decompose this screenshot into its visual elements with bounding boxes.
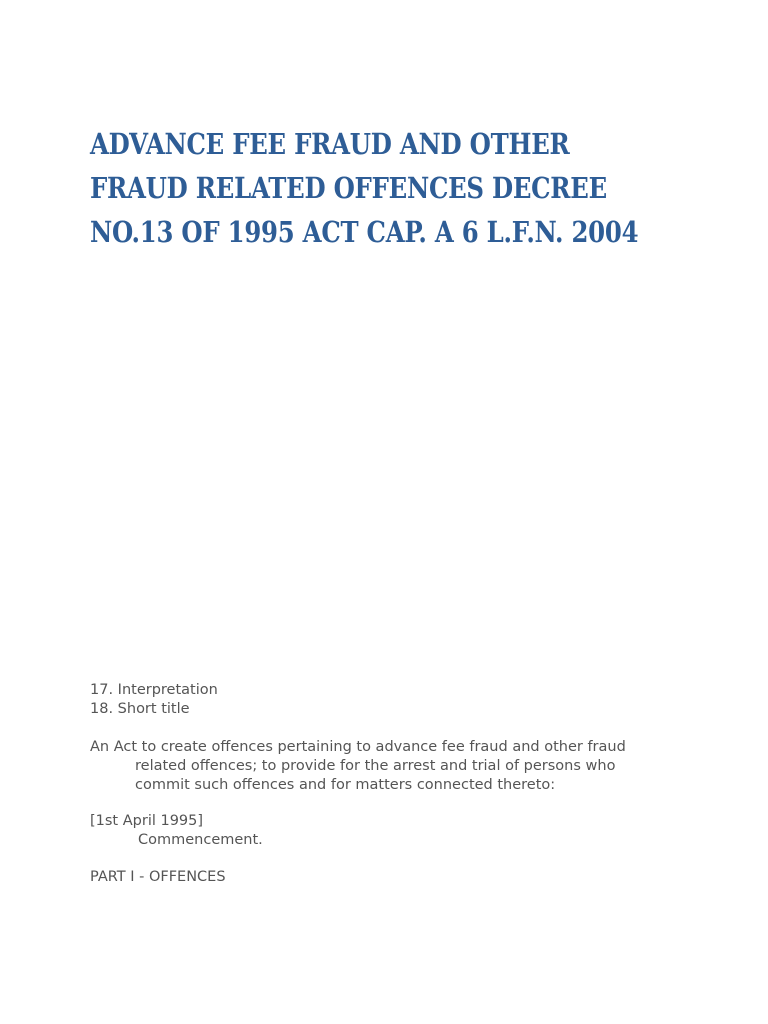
title-line-1: ADVANCE FEE FRAUD AND OTHER	[90, 127, 570, 161]
title-line-2: FRAUD RELATED OFFENCES DECREE	[90, 171, 607, 205]
commencement-label: Commencement.	[138, 832, 263, 848]
part-heading-block	[90, 868, 690, 887]
preamble-line-1: An Act to create offences pertaining to advance fee fraud and other fraud	[90, 739, 626, 755]
contents-item-short-title: 18. Short title	[90, 701, 190, 717]
title-line-3: NO.13 OF 1995 ACT CAP. A 6 L.F.N. 2004	[90, 215, 639, 249]
commencement-date: [1st April 1995]	[90, 813, 204, 829]
document-title	[90, 122, 639, 254]
contents-list	[90, 681, 690, 719]
contents-item-interpretation: 17. Interpretation	[90, 682, 218, 698]
preamble-line-2: related offences; to provide for the arrest and trial of persons who	[135, 758, 616, 774]
preamble	[90, 738, 690, 795]
preamble-line-3: commit such offences and for matters connected thereto:	[135, 777, 556, 793]
commencement-block	[90, 812, 690, 850]
part-heading: PART I - OFFENCES	[90, 869, 226, 885]
